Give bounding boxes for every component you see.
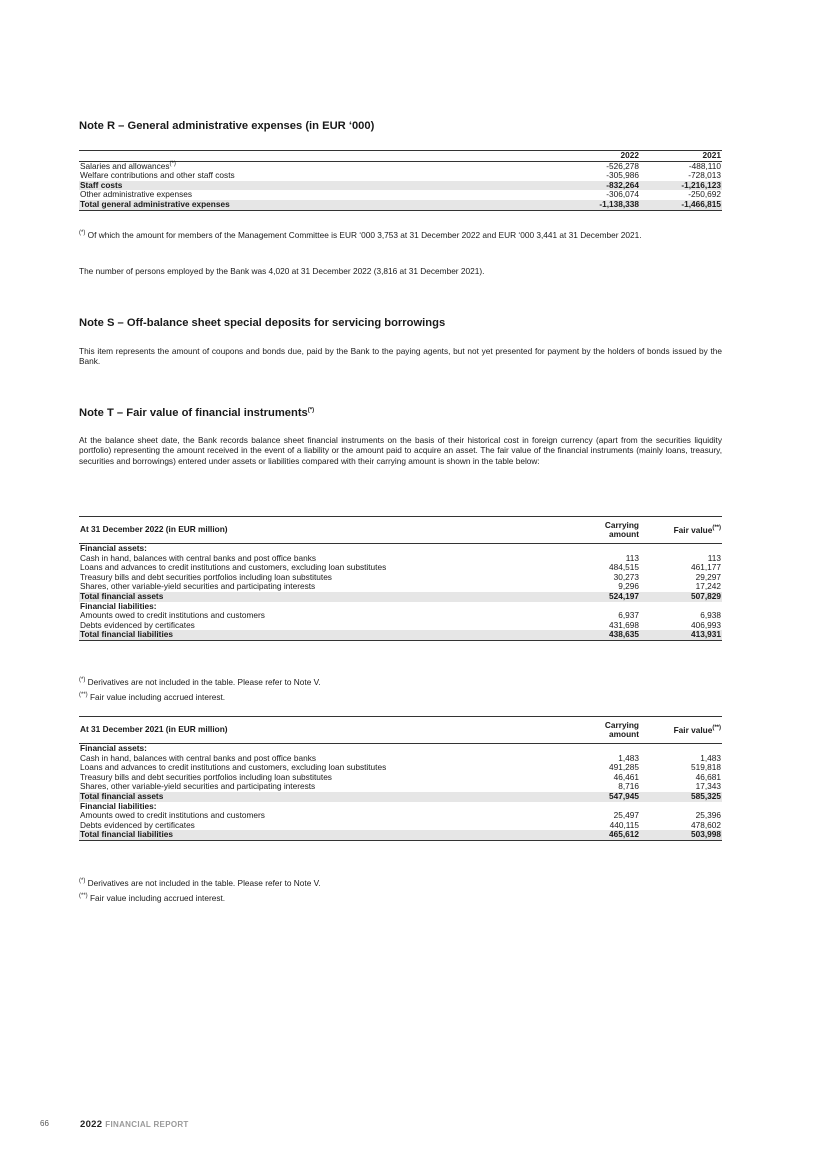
fair-value-table-2021 xyxy=(79,716,722,841)
table-row: Amounts owed to credit institutions and customers 6,937 6,938 xyxy=(80,610,721,621)
note-r-footnote: (*) Of which the amount for members of the Management Committee is EUR ‘000 3,753 at 31 December 2022 and EUR ‘000 3,441 at 31 December 2021. xyxy=(79,230,642,240)
page-footer xyxy=(40,1119,189,1130)
carrying-amount-header: Carrying amount xyxy=(558,717,640,744)
note-r-title: Note R – General administrative expenses (in EUR ‘000) xyxy=(79,120,375,132)
table-row: Cash in hand, balances with central banks and post office banks 113 113 xyxy=(80,552,721,563)
carrying-amount-header: Carrying amount xyxy=(558,517,640,544)
table-row: Debts evidenced by certificates 431,698 406,993 xyxy=(80,619,721,630)
section-label: Financial assets: xyxy=(80,743,147,753)
table-row: Debts evidenced by certificates 440,115 478,602 xyxy=(80,819,721,830)
table-row: Amounts owed to credit institutions and customers 25,497 25,396 xyxy=(80,810,721,821)
note-t-text: At the balance sheet date, the Bank records balance sheet financial instruments on the basis of their historical cost in foreign currency (apart from the securities liquidity portfolio) representing the amount received in the event of a liability or the amount paid to acquire an asset. The fair value of the financial instruments (mainly loans, treasury, securities and borrowings) entered under assets or liabilities compared with their carrying amount is shown in the table below: xyxy=(79,435,722,466)
year-2022-header: 2022 xyxy=(558,151,640,162)
table-row-total: Total financial liabilities 465,612 503,998 xyxy=(80,829,721,840)
fair-value-header: Fair value(**) xyxy=(640,517,722,544)
fair-value-header: Fair value(**) xyxy=(640,717,722,744)
table-row-total: Total financial assets 524,197 507,829 xyxy=(80,590,721,601)
table-row: Other administrative expenses -306,074 -250,692 xyxy=(80,189,721,200)
year-2021-header: 2021 xyxy=(640,151,722,162)
table-row: Treasury bills and debt securities portfolios including loan substitutes 46,461 46,681 xyxy=(80,771,721,782)
employees-text: The number of persons employed by the Bank was 4,020 at 31 December 2022 (3,816 at 31 December 2021). xyxy=(79,266,485,276)
table-heading: At 31 December 2022 (in EUR million) xyxy=(79,517,558,544)
note-t-title: Note T – Fair value of financial instruments(*) xyxy=(79,407,315,419)
table-row: Shares, other variable-yield securities and participating interests 8,716 17,343 xyxy=(80,781,721,792)
table-row-total: Total financial liabilities 438,635 413,931 xyxy=(80,629,721,640)
table-2022-footnote-1: (*) Derivatives are not included in the table. Please refer to Note V. xyxy=(79,677,321,687)
table-row: Salaries and allowances(*) -526,278 -488,110 xyxy=(80,160,721,171)
section-label: Financial liabilities: xyxy=(80,800,157,811)
note-r-header-row xyxy=(79,151,722,162)
report-brand: 2022 FINANCIAL REPORT xyxy=(80,1119,189,1130)
table-row-total: Total general administrative expenses -1,138,338 -1,466,815 xyxy=(80,198,721,209)
table-row-total: Total financial assets 547,945 585,325 xyxy=(80,790,721,801)
note-s-title: Note S – Off-balance sheet special deposits for servicing borrowings xyxy=(79,317,446,329)
table-row: Loans and advances to credit institutions and customers, excluding loan substitutes 491,285 519,818 xyxy=(80,762,721,773)
table-heading: At 31 December 2021 (in EUR million) xyxy=(79,717,558,744)
table-2021-footnote-1: (*) Derivatives are not included in the table. Please refer to Note V. xyxy=(79,878,321,888)
table-row-subtotal: Staff costs -832,264 -1,216,123 xyxy=(80,179,721,190)
table-header-row xyxy=(79,717,722,744)
section-label: Financial liabilities: xyxy=(80,600,157,611)
fair-value-table-2022 xyxy=(79,516,722,641)
table-2021-footnote-2: (**) Fair value including accrued interest. xyxy=(79,893,226,903)
table-row: Treasury bills and debt securities portfolios including loan substitutes 30,273 29,297 xyxy=(80,571,721,582)
table-row: Loans and advances to credit institutions and customers, excluding loan substitutes 484,515 461,177 xyxy=(80,562,721,573)
page-number: 66 xyxy=(40,1119,49,1128)
table-2022-footnote-2: (**) Fair value including accrued interest. xyxy=(79,692,226,702)
note-s-text: This item represents the amount of coupons and bonds due, paid by the Bank to the paying agents, but not yet presented for payment by the holders of bonds issued by the Bank. xyxy=(79,346,722,367)
table-row: Shares, other variable-yield securities and participating interests 9,296 17,242 xyxy=(80,581,721,592)
table-row: Cash in hand, balances with central banks and post office banks 1,483 1,483 xyxy=(80,752,721,763)
note-r-table xyxy=(79,150,722,211)
section-label: Financial assets: xyxy=(80,543,147,553)
table-header-row xyxy=(79,517,722,544)
table-row: Welfare contributions and other staff costs -305,986 -728,013 xyxy=(80,170,721,181)
